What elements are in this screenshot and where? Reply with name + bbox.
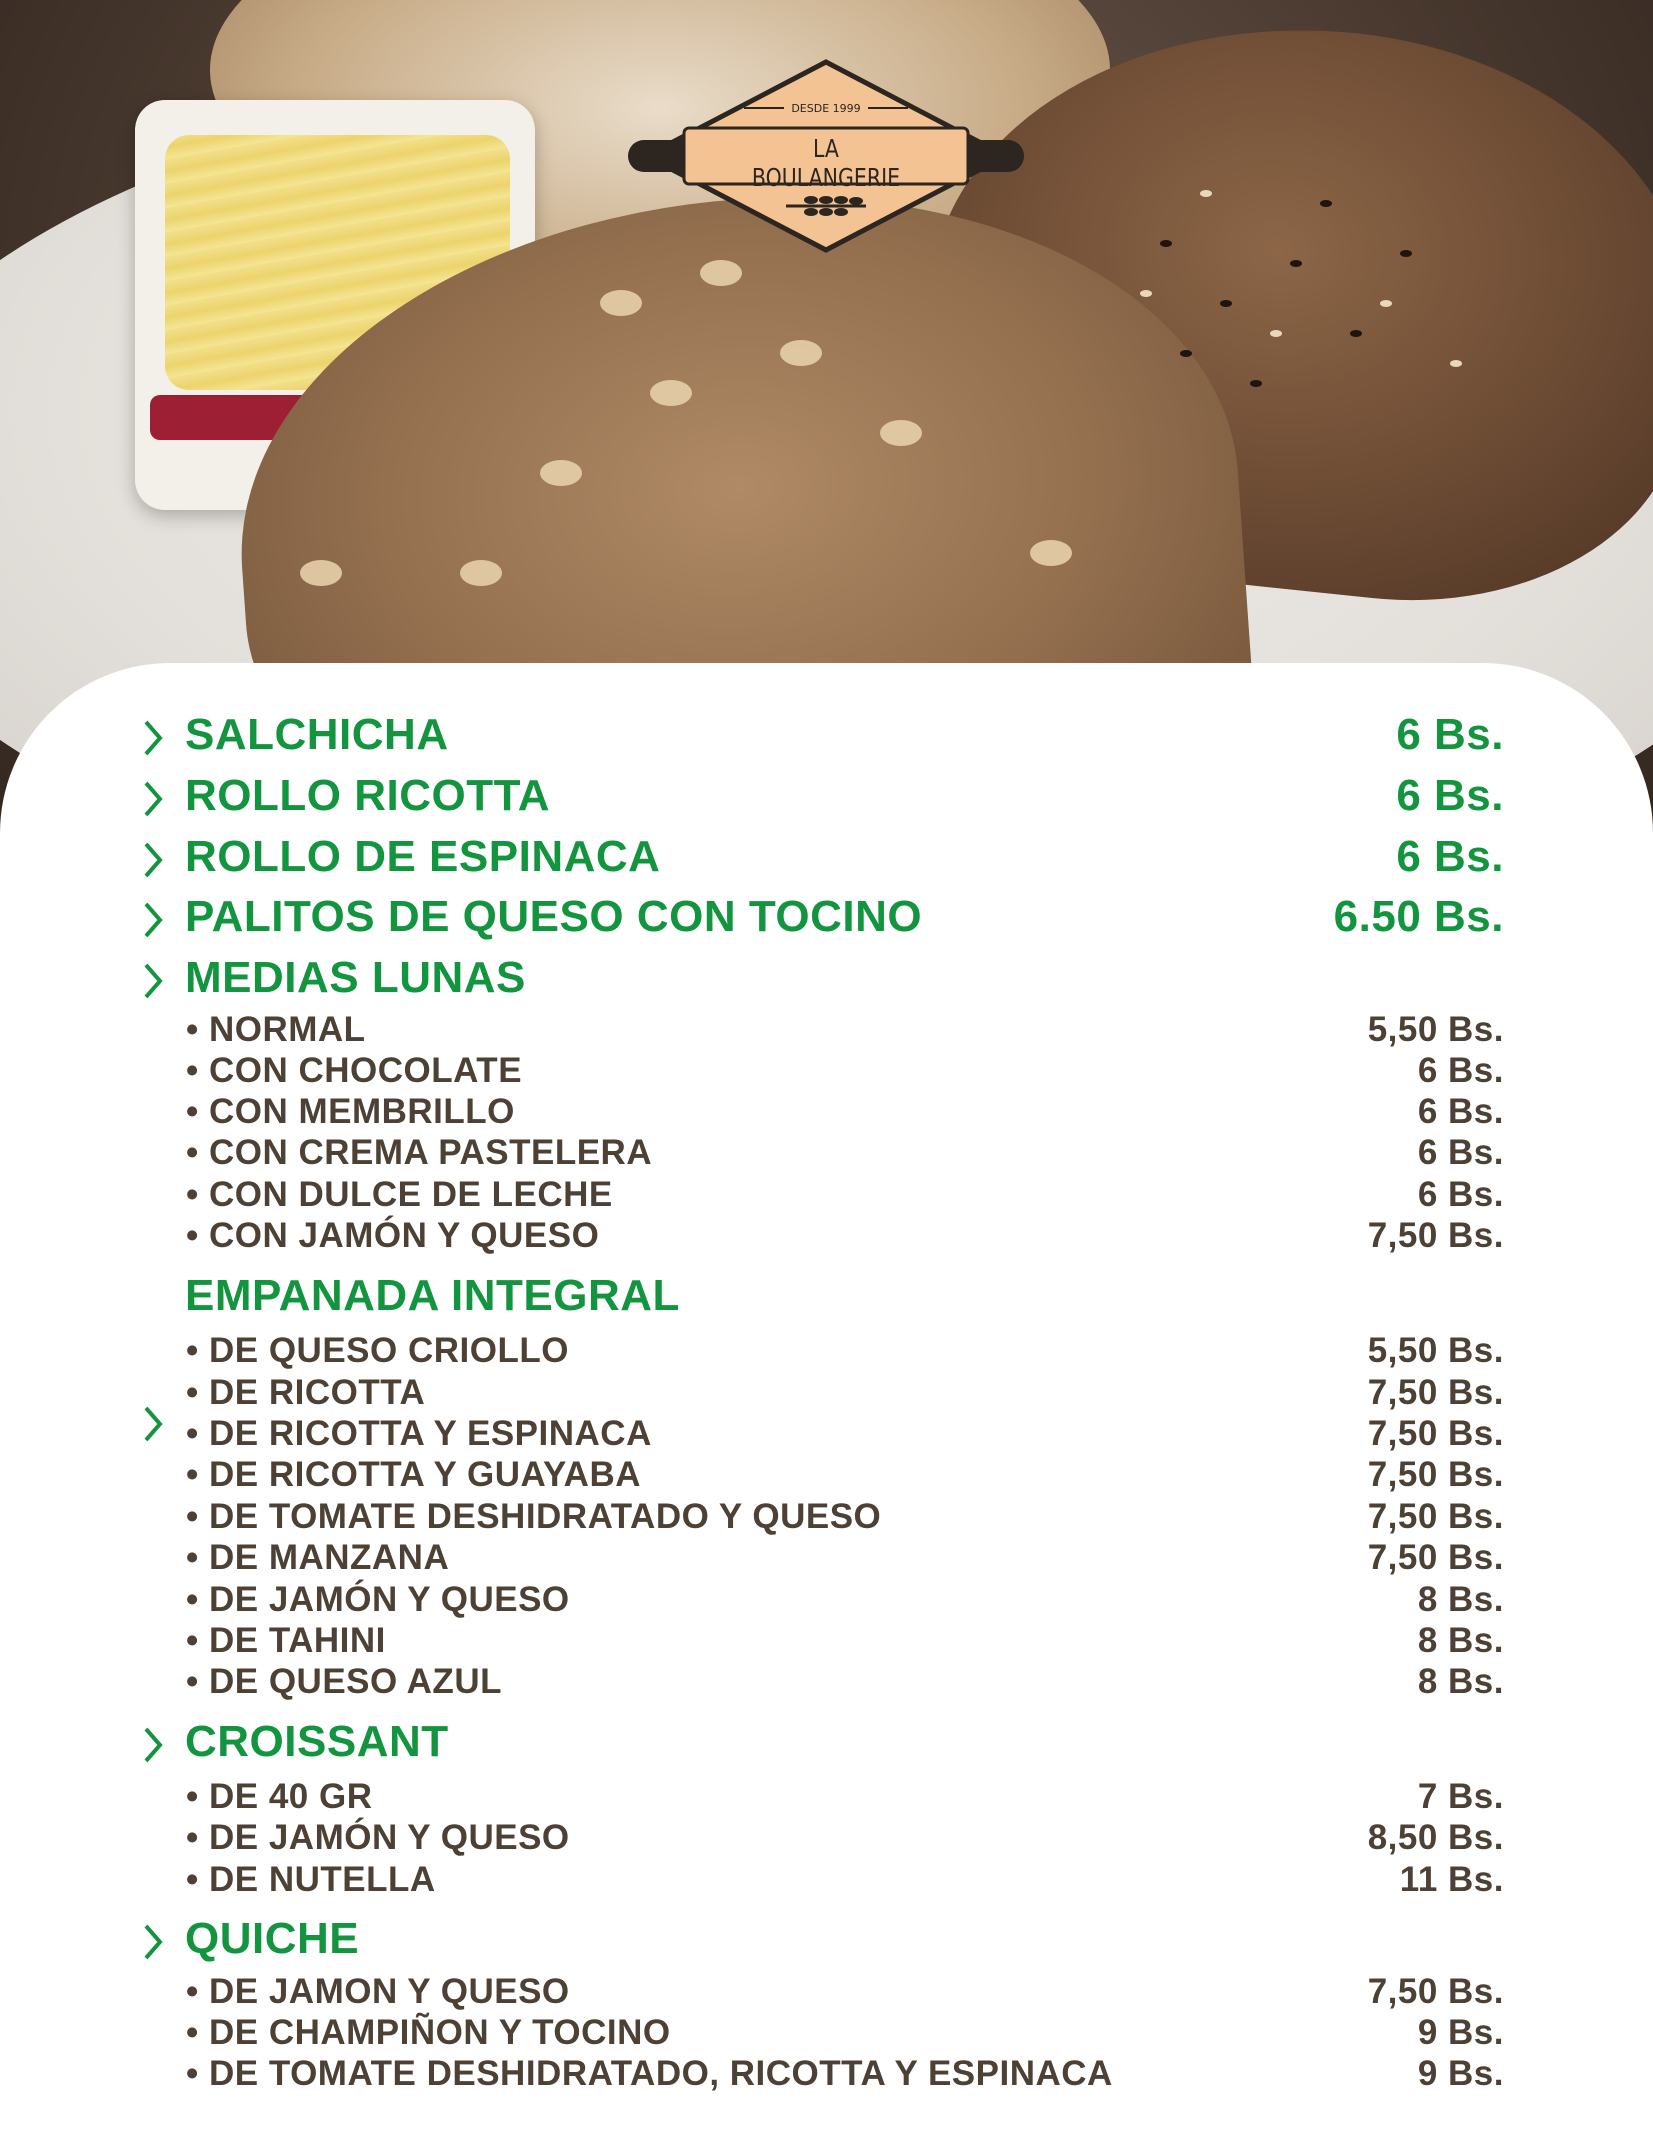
category-title: QUICHE: [185, 1914, 360, 1963]
item-name: • DE JAMÓN Y QUESO: [186, 1818, 570, 1857]
chevron-right-icon: [142, 840, 164, 880]
item-name: • CON CREMA PASTELERA: [186, 1133, 653, 1172]
logo-since: DESDE 1999: [791, 102, 861, 115]
chevron-right-icon: [142, 961, 164, 1001]
item-name: • DE TAHINI: [186, 1621, 386, 1660]
seed: [1380, 300, 1392, 307]
seed: [1220, 300, 1232, 307]
item-name: • CON DULCE DE LECHE: [186, 1175, 613, 1214]
item-price: 6 Bs.: [1396, 771, 1504, 820]
logo-name: LA BOULANGERIE: [751, 134, 901, 192]
item-price: 7,50 Bs.: [1367, 1538, 1504, 1577]
item-price: 7,50 Bs.: [1367, 1373, 1504, 1412]
item-name: • DE QUESO CRIOLLO: [186, 1331, 569, 1370]
oat-flake: [1030, 540, 1072, 566]
chevron-right-icon: [142, 1404, 164, 1444]
oat-flake: [540, 460, 582, 486]
item-name: • NORMAL: [186, 1010, 366, 1049]
item-price: 6 Bs.: [1396, 710, 1504, 759]
item-price: 8 Bs.: [1417, 1580, 1504, 1619]
seed: [1200, 190, 1212, 197]
oat-flake: [700, 260, 742, 286]
item-price: 9 Bs.: [1417, 2013, 1504, 2052]
item-price: 7,50 Bs.: [1367, 1216, 1504, 1255]
chevron-right-icon: [142, 1922, 164, 1962]
item-name: • CON CHOCOLATE: [186, 1051, 523, 1090]
item-price: 6.50 Bs.: [1333, 892, 1504, 941]
category-title: MEDIAS LUNAS: [185, 953, 526, 1002]
item-name: ROLLO DE ESPINACA: [185, 832, 661, 881]
item-price: 6 Bs.: [1417, 1133, 1504, 1172]
item-name: • DE TOMATE DESHIDRATADO Y QUESO: [186, 1497, 882, 1536]
seed: [1160, 240, 1172, 247]
item-price: 7,50 Bs.: [1367, 1497, 1504, 1536]
item-name: • DE TOMATE DESHIDRATADO, RICOTTA Y ESPINACA: [186, 2054, 1113, 2093]
seed: [1180, 350, 1192, 357]
oat-flake: [880, 420, 922, 446]
chevron-right-icon: [142, 718, 164, 758]
item-name: • DE CHAMPIÑON Y TOCINO: [186, 2013, 671, 2052]
item-price: 8 Bs.: [1417, 1662, 1504, 1701]
category-title: EMPANADA INTEGRAL: [185, 1271, 680, 1320]
item-name: • DE RICOTTA Y ESPINACA: [186, 1414, 652, 1453]
seed: [1140, 290, 1152, 297]
item-name: • DE RICOTTA: [186, 1373, 426, 1412]
item-name: • CON MEMBRILLO: [186, 1092, 515, 1131]
oat-flake: [300, 560, 342, 586]
item-name: PALITOS DE QUESO CON TOCINO: [185, 892, 923, 941]
chevron-right-icon: [142, 779, 164, 819]
item-price: 6 Bs.: [1417, 1175, 1504, 1214]
oat-flake: [600, 290, 642, 316]
item-name: • DE NUTELLA: [186, 1860, 436, 1899]
seed: [1320, 200, 1332, 207]
item-name: • DE JAMON Y QUESO: [186, 1972, 570, 2011]
item-price: 6 Bs.: [1417, 1092, 1504, 1131]
seed: [1290, 260, 1302, 267]
item-name: • CON JAMÓN Y QUESO: [186, 1216, 600, 1255]
item-name: • DE JAMÓN Y QUESO: [186, 1580, 570, 1619]
item-name: SALCHICHA: [185, 710, 449, 759]
item-price: 9 Bs.: [1417, 2054, 1504, 2093]
item-price: 6 Bs.: [1417, 1051, 1504, 1090]
item-price: 6 Bs.: [1396, 832, 1504, 881]
category-title: CROISSANT: [185, 1717, 449, 1766]
chevron-right-icon: [142, 900, 164, 940]
item-name: • DE MANZANA: [186, 1538, 450, 1577]
item-price: 7 Bs.: [1417, 1777, 1504, 1816]
seed: [1400, 250, 1412, 257]
seed: [1450, 360, 1462, 367]
item-price: 8 Bs.: [1417, 1621, 1504, 1660]
oat-flake: [780, 340, 822, 366]
item-name: • DE QUESO AZUL: [186, 1662, 502, 1701]
seed: [1270, 330, 1282, 337]
seed: [1350, 330, 1362, 337]
seed: [1250, 380, 1262, 387]
item-price: 11 Bs.: [1399, 1860, 1504, 1899]
item-price: 5,50 Bs.: [1367, 1010, 1504, 1049]
item-name: • DE RICOTTA Y GUAYABA: [186, 1455, 642, 1494]
item-price: 5,50 Bs.: [1367, 1331, 1504, 1370]
item-name: ROLLO RICOTTA: [185, 771, 550, 820]
item-price: 7,50 Bs.: [1367, 1414, 1504, 1453]
oat-flake: [460, 560, 502, 586]
oat-flake: [650, 380, 692, 406]
item-price: 7,50 Bs.: [1367, 1455, 1504, 1494]
item-price: 8,50 Bs.: [1367, 1818, 1504, 1857]
item-name: • DE 40 GR: [186, 1777, 373, 1816]
chevron-right-icon: [142, 1725, 164, 1765]
logo: [626, 58, 1026, 253]
item-price: 7,50 Bs.: [1367, 1972, 1504, 2011]
